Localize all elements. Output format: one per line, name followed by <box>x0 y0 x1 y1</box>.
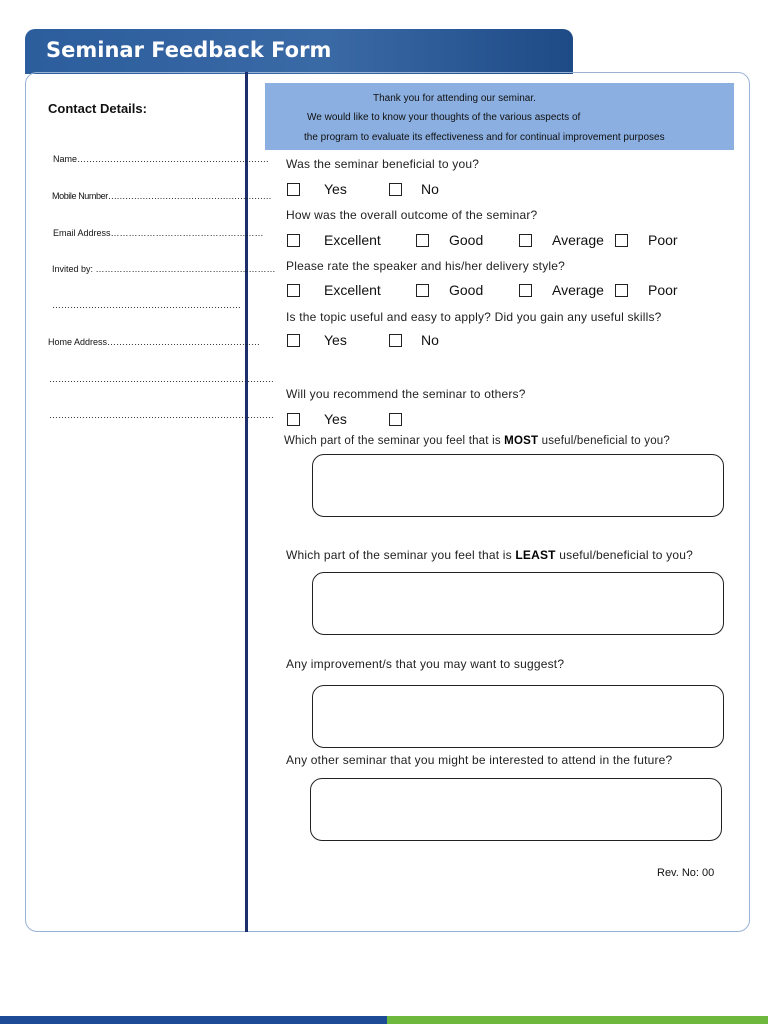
invited-by-extra-line[interactable]: ……………………………………………………… <box>52 300 241 310</box>
option-poor-label: Poor <box>648 232 678 248</box>
option-average-label: Average <box>552 232 604 248</box>
checkbox-topic-no[interactable] <box>389 334 402 347</box>
column-divider <box>245 72 248 932</box>
form-title: Seminar Feedback Form <box>46 38 332 62</box>
mobile-number-field[interactable]: Mobile Number………………………………………………… <box>52 191 272 201</box>
most-useful-textbox[interactable] <box>312 454 724 517</box>
home-address-line-3[interactable]: ………………………………………………………………… <box>49 410 274 420</box>
home-address-line-2[interactable]: ………………………………………………………………… <box>49 374 274 384</box>
invited-by-field[interactable]: Invited by: …………………………………………………… <box>52 264 276 274</box>
question-topic-useful: Is the topic useful and easy to apply? Did you gain any useful skills? <box>286 310 662 324</box>
option-no-label: No <box>421 181 439 197</box>
checkbox-beneficial-yes[interactable] <box>287 183 300 196</box>
option-no-label: No <box>421 332 439 348</box>
checkbox-recommend-yes[interactable] <box>287 413 300 426</box>
option-yes-label: Yes <box>324 181 347 197</box>
checkbox-beneficial-no[interactable] <box>389 183 402 196</box>
option-poor-label: Poor <box>648 282 678 298</box>
footer-bar-blue <box>0 1016 387 1024</box>
option-yes-label: Yes <box>324 332 347 348</box>
footer-bar-green <box>387 1016 768 1024</box>
banner-line-3: the program to evaluate its effectiveness and for continual improvement purposes <box>304 132 665 143</box>
option-yes-label: Yes <box>324 411 347 427</box>
contact-details-heading: Contact Details: <box>48 101 147 116</box>
improvements-textbox[interactable] <box>312 685 724 748</box>
option-excellent-label: Excellent <box>324 232 381 248</box>
least-useful-textbox[interactable] <box>312 572 724 635</box>
banner-line-1: Thank you for attending our seminar. <box>373 93 536 104</box>
checkbox-outcome-good[interactable] <box>416 234 429 247</box>
option-average-label: Average <box>552 282 604 298</box>
question-improvements: Any improvement/s that you may want to suggest? <box>286 657 565 671</box>
option-good-label: Good <box>449 232 484 248</box>
revision-number: Rev. No: 00 <box>657 867 715 879</box>
checkbox-outcome-poor[interactable] <box>615 234 628 247</box>
future-seminar-textbox[interactable] <box>310 778 722 841</box>
checkbox-speaker-good[interactable] <box>416 284 429 297</box>
question-most-useful: Which part of the seminar you feel that is MOST useful/beneficial to you? <box>284 435 670 447</box>
thank-you-banner <box>265 83 734 150</box>
checkbox-topic-yes[interactable] <box>287 334 300 347</box>
checkbox-speaker-poor[interactable] <box>615 284 628 297</box>
banner-line-2: We would like to know your thoughts of the various aspects of <box>307 112 581 123</box>
question-recommend: Will you recommend the seminar to others? <box>286 387 526 401</box>
form-title-tab <box>25 29 573 74</box>
question-least-useful: Which part of the seminar you feel that is LEAST useful/beneficial to you? <box>286 548 694 562</box>
checkbox-recommend-no[interactable] <box>389 413 402 426</box>
checkbox-speaker-average[interactable] <box>519 284 532 297</box>
email-address-field[interactable]: Email Address…………………………………………… <box>53 228 264 238</box>
name-field[interactable]: Name………………………………………………………. <box>53 154 269 164</box>
checkbox-speaker-excellent[interactable] <box>287 284 300 297</box>
home-address-field[interactable]: Home Address…………………………………………… <box>48 337 261 347</box>
question-beneficial: Was the seminar beneficial to you? <box>286 157 480 171</box>
checkbox-outcome-average[interactable] <box>519 234 532 247</box>
question-future-seminar: Any other seminar that you might be interested to attend in the future? <box>286 753 673 767</box>
option-excellent-label: Excellent <box>324 282 381 298</box>
checkbox-outcome-excellent[interactable] <box>287 234 300 247</box>
question-overall-outcome: How was the overall outcome of the seminar? <box>286 208 538 222</box>
option-good-label: Good <box>449 282 484 298</box>
question-speaker-rating: Please rate the speaker and his/her delivery style? <box>286 259 566 273</box>
